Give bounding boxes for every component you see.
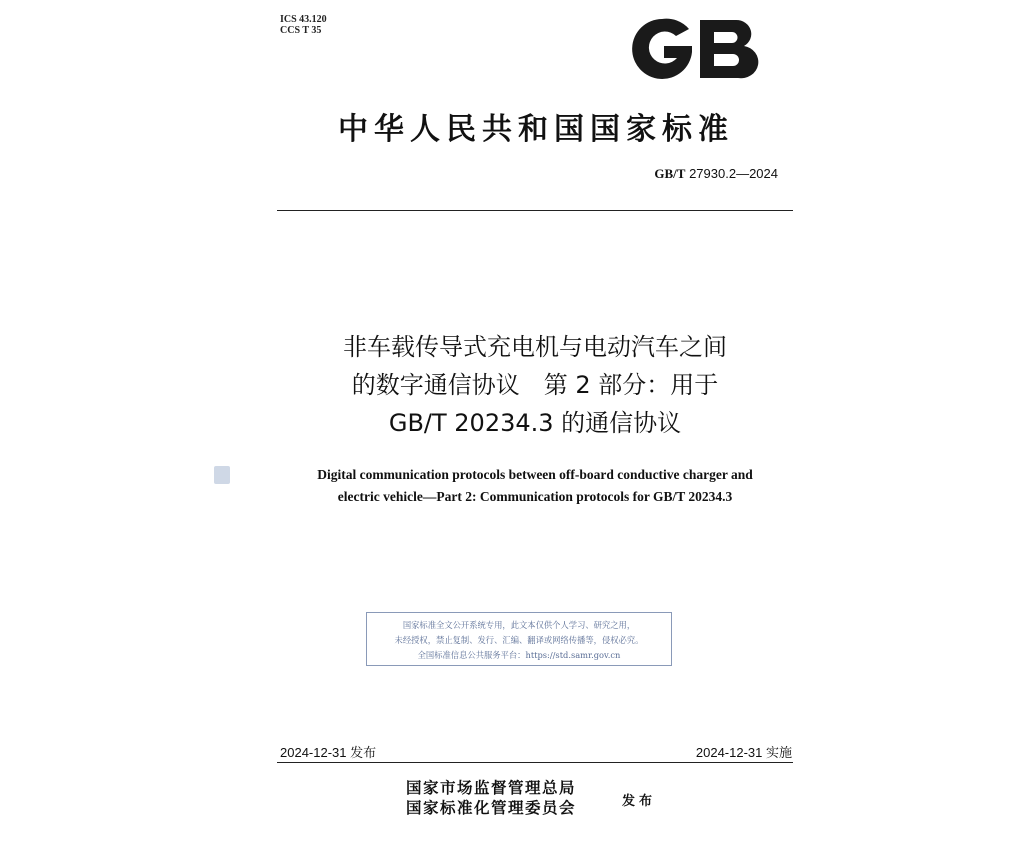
notice-line-3: 全国标准信息公共服务平台：https://std.samr.gov.cn [417,650,621,660]
title-chinese [240,328,830,442]
standard-number-value: 27930.2—2024 [689,166,778,181]
notice-line-2: 未经授权，禁止复制、发行、汇编、翻译或网络传播等，侵权必究。 [394,635,644,645]
issuer-sac: 国家标准化管理委员会 [406,798,577,817]
side-stamp-icon [214,466,230,484]
title-english [260,464,810,508]
standard-number [560,166,778,182]
ccs-code: CCS T 35 [280,25,322,36]
standard-prefix: GB/T [654,166,686,181]
issuing-organizations [406,778,576,818]
classification-codes [280,14,327,36]
title-zh-line-3: GB/T 20234.3 的通信协议 [388,409,682,437]
title-zh-line-2: 的数字通信协议 第 2 部分：用于 [351,371,719,399]
implementation-date: 2024-12-31 实施 [695,745,792,760]
title-en-line-1: Digital communication protocols between off-board conductive charger and [317,467,753,482]
gb-logo-letter-b [700,20,758,78]
header-divider [277,210,793,211]
notice-line-1: 国家标准全文公开系统专用，此文本仅供个人学习、研究之用， [402,620,636,630]
gb-logo-letter-g [632,19,692,79]
issuer-samr: 国家市场监督管理总局 [406,778,577,797]
title-en-line-2: electric vehicle—Part 2: Communication protocols for GB/T 20234.3 [337,489,733,504]
ics-code: ICS 43.120 [280,14,327,25]
title-zh-line-1: 非车载传导式充电机与电动汽车之间 [343,333,727,361]
gb-logo-icon [632,16,760,82]
gb-logo-graphic [632,16,760,82]
footer-divider [277,762,793,763]
issue-date: 2024-12-31 发布 [280,745,377,760]
national-standard-heading: 中华人民共和国国家标准 [338,112,734,147]
publish-label: 发布 [622,794,657,809]
copyright-notice [366,612,672,666]
